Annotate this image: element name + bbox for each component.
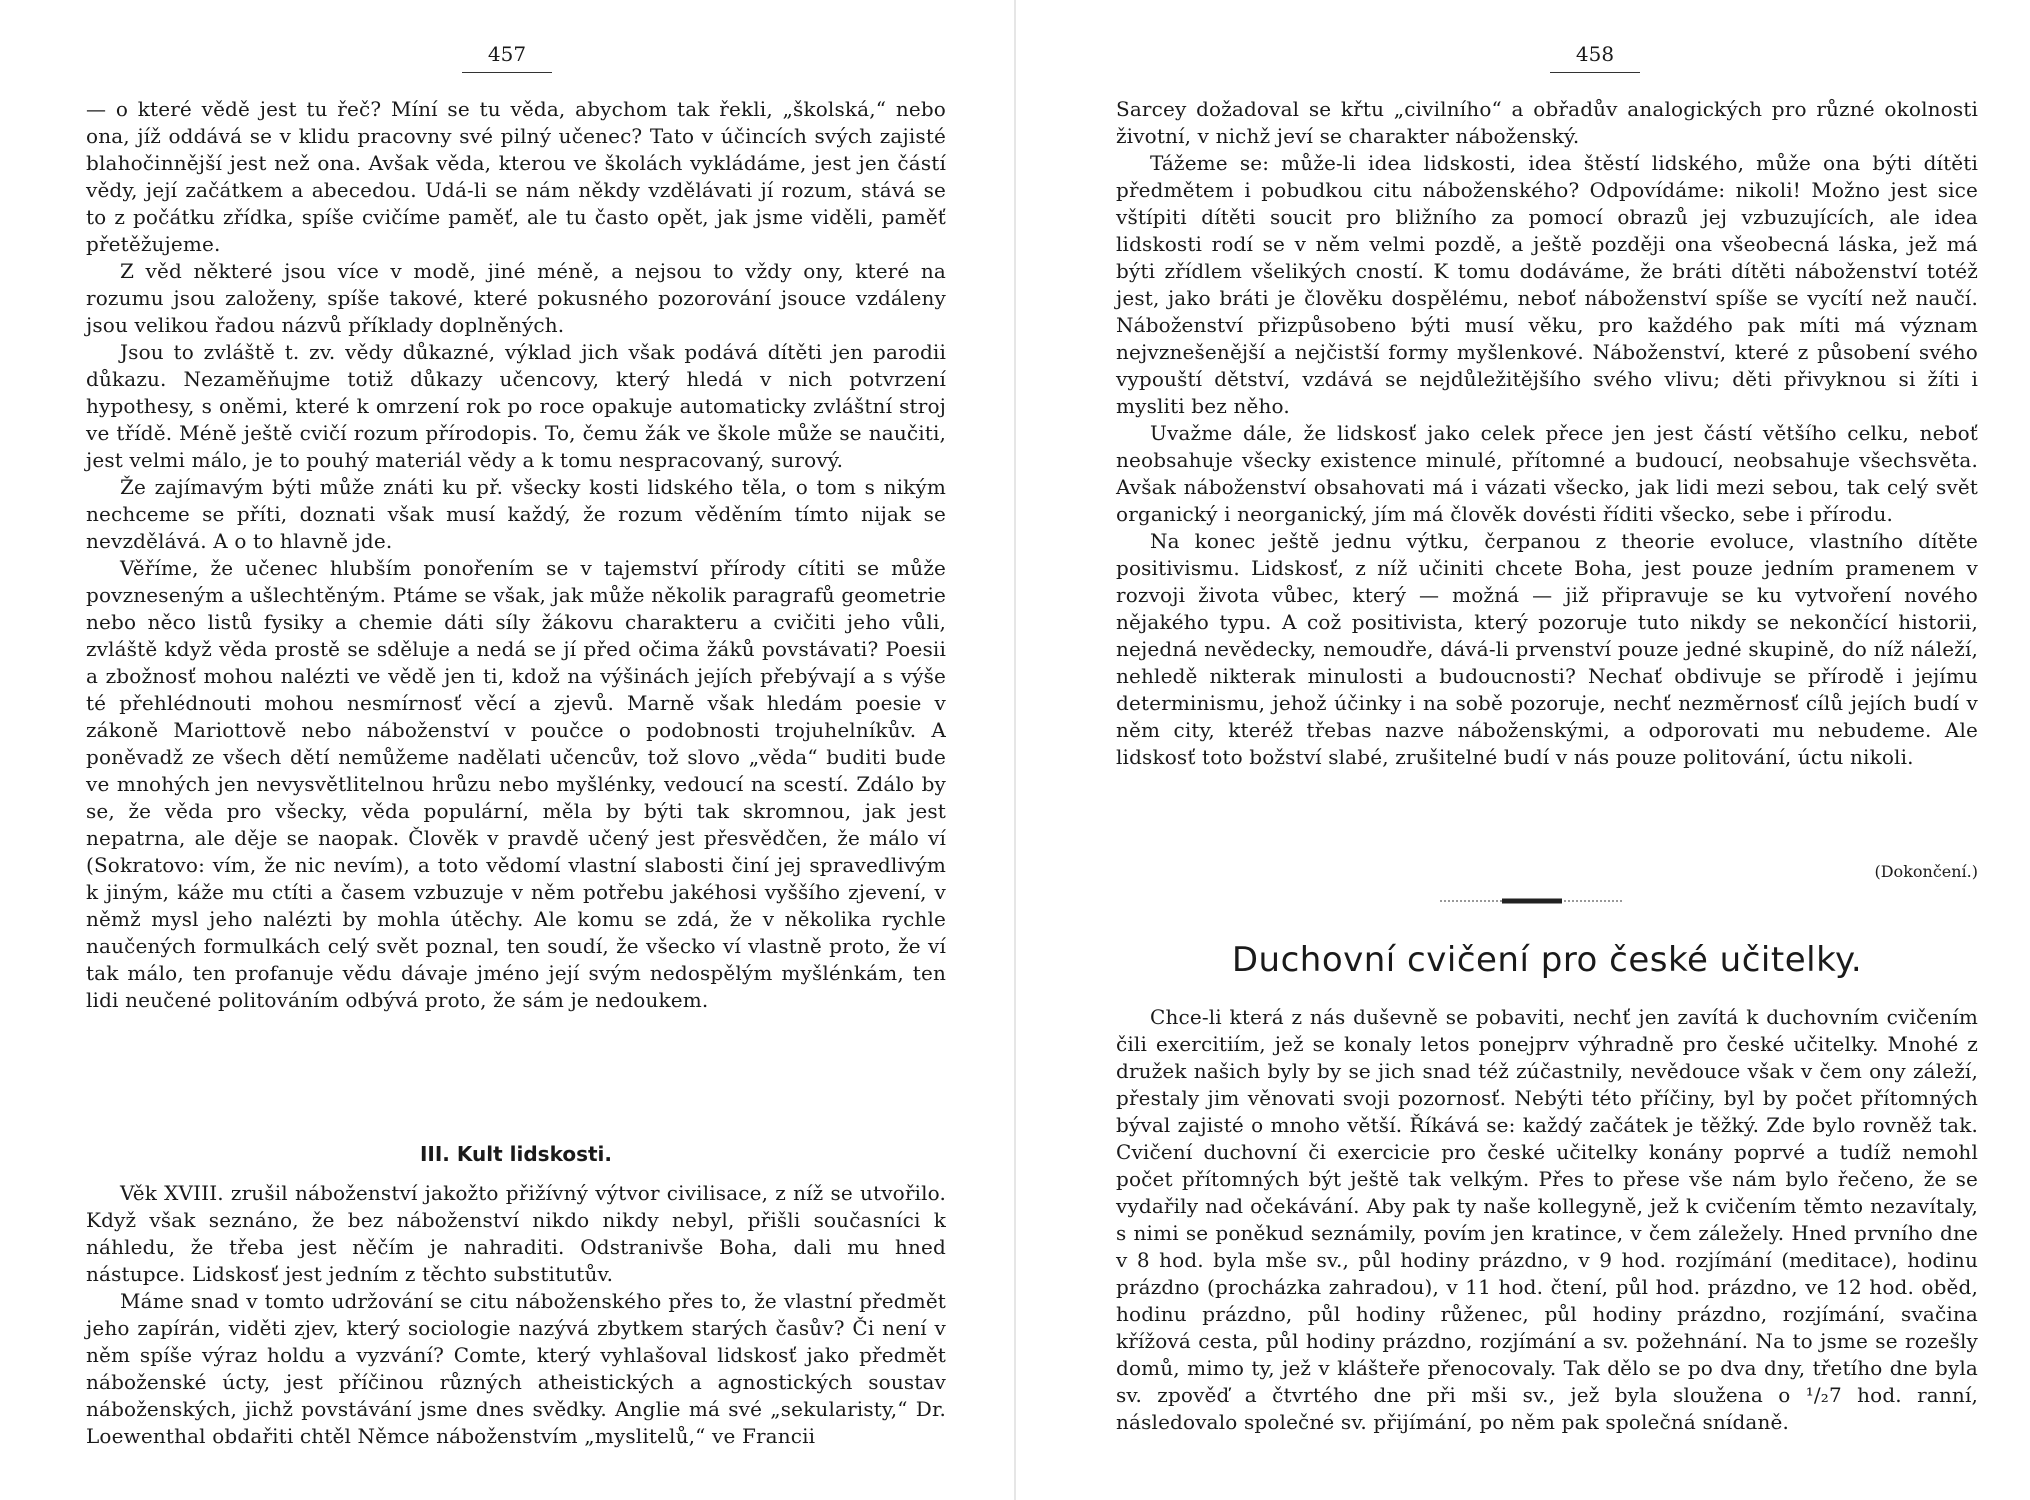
- paragraph: Věk XVIII. zrušil náboženství jakožto přižívný výtvor civilisace, z níž se utvořilo. Když však seznáno, že bez náboženství nikdo nikdy nebyl, přišli současníci k náhledu, že třeba jest něčím je nahraditi. Odstranivše Boha, dali mu hned nástupce. Lidskosť jest jedním z těchto substitutův.: [86, 1181, 946, 1286]
- section-text: [86, 1180, 946, 1450]
- body-text: [1116, 96, 1978, 771]
- paragraph: Jsou to zvláště t. zv. vědy důkazné, výklad jich však podává dítěti jen parodii důkazu. Nezaměňujme totiž důkazy učencovy, který hledá v nich potvrzení hypothesy, s oněmi, které k omrzení rok po roce opakuje automaticky zvláštní stroj ve třídě. Méně ještě cvičí rozum přírodopis. To, čemu žák ve škole může se naučiti, jest velmi málo, je to pouhý materiál vědy a k tomu nespracovaný, surový.: [86, 340, 946, 472]
- article-text: [1116, 1004, 1978, 1436]
- paragraph: Tážeme se: může-li idea lidskosti, idea štěstí lidského, může ona býti dítěti předmětem i pobudkou citu náboženského? Odpovídáme: nikoli! Možno jest sice vštípiti dítěti soucit pro bližního za pomocí obrazů jej vzbuzujících, ale idea lidskosti rodí se v něm velmi pozdě, a ještě později ona všeobecná láska, jež má býti zřídlem všelikých cností. K tomu dodáváme, že bráti dítěti náboženství totéž jest, jako bráti je člověku dospělému, neboť náboženství spíše se vycítí než naučí. Náboženství přizpůsobeno býti musí věku, pro každého pak míti má význam nejvznešenější a nejčistší formy myšlenkové. Náboženství, které z působení svého vypouští dětství, vzdává se nejdůležitějšího svého vlivu; děti přivyknou si žíti i mysliti bez něho.: [1116, 151, 1978, 418]
- ornament-divider: [1440, 896, 1624, 906]
- paragraph: Věříme, že učenec hlubším ponořením se v tajemství přírody cítiti se může povzneseným a ušlechtěným. Ptáme se však, jak může několik paragrafů geometrie nebo něco listů fysiky a chemie dáti síly žákovu charakteru a cvičiti jeho vůli, zvláště když věda prostě se sděluje a nedá se jí před očima žáků povstávati? Poesii a zbožnosť mohou nalézti ve vědě jen ti, kdož na výšinách jejích přebývají a s výše té přehlédnouti mohou nesmírnosť věcí a zjevů. Marně však hledám poesie v zákoně Mariottově nebo náboženství v poučce o podobnosti trojuhelníkův. A poněvadž ze všech dětí nemůžeme nadělati učencův, tož slovo „věda“ buditi bude ve mnohých jen nevysvětlitelnou hrůzu nebo myšlénky, vedoucí na scestí. Zdálo by se, že věda pro všecky, věda populární, měla by býti tak skromnou, jak jest nepatrna, ale děje se naopak. Člověk v pravdě učený jest přesvědčen, že málo ví (Sokratovo: vím, že nic nevím), a toto vědomí vlastní slabosti činí jej spravedlivým k jiným, káže mu ctíti a časem vzbuzuje v něm potřebu jakéhosi vyššího zjevení, v němž mysl jeho nalézti by mohla útěchy. Ale komu se zdá, že v několika rychle naučených formulkách celý svět poznal, ten soudí, že všecko ví vlastně proto, že ví tak málo, ten profanuje vědu dávaje jméno její svým nedospělým myšlénkám, ten lidi neučené politováním odbývá proto, že sám je nedoukem.: [86, 556, 946, 1012]
- body-text: [86, 96, 946, 1014]
- page-number: 457: [462, 42, 552, 73]
- closing-mark: (Dokončení.): [1874, 862, 1978, 881]
- section-heading: III. Kult lidskosti.: [419, 1142, 612, 1166]
- paragraph: Uvažme dále, že lidskosť jako celek přece jen jest částí většího celku, neboť neobsahuje všecky existence minulé, přítomné a budoucí, neobsahuje všechsvěta. Avšak náboženství obsahovati má i vázati všecko, jak lidi mezi sebou, tak celý svět organický i neorganický, jím má člověk dovésti říditi všecko, sebe i přírodu.: [1116, 421, 1978, 526]
- paragraph: Že zajímavým býti může znáti ku př. všecky kosti lidského těla, o tom s nikým nechceme se příti, doznati však musí každý, že rozum věděním tímto nijak se nevzdělává. A o to hlavně jde.: [86, 475, 946, 553]
- page-number: 458: [1550, 42, 1640, 73]
- paragraph: — o které vědě jest tu řeč? Míní se tu věda, abychom tak řekli, „školská,“ nebo ona, jíž oddává se v klidu pracovny své pilný učenec? Tato v účincích svých zajisté blahočinnější jest než ona. Avšak věda, kterou ve školách vykládáme, jest jen částí vědy, její začátkem a abecedou. Udá-li se nám někdy vzdělávati jí rozum, stává se to z počátku zřídka, spíše cvičíme paměť, ale tu často opět, jak jsme viděli, paměť přetěžujeme.: [86, 97, 946, 256]
- article-title: Duchovní cvičení pro české učitelky.: [1231, 940, 1863, 980]
- paragraph: Chce-li která z nás duševně se pobaviti, nechť jen zavítá k duchovním cvičením čili exercitiím, jež se konaly letos ponejprv výhradně pro české učitelky. Mnohé z družek našich byly by se jich snad též zúčastnily, nevědouce však v čem ony záleží, přestaly jim věnovati svoji pozornosť. Nebýti této příčiny, byl by počet přítomných býval zajisté o mnoho větší. Říkává se: každý začátek je těžký. Zde bylo rovněž tak. Cvičení duchovní či exercicie pro české učitelky konány poprvé a tudíž nemohl počet přítomných být ještě tak velkým. Přes to přese vše nám bylo řečeno, že se vydařily nad očekávání. Aby pak ty naše kollegyně, jež k cvičením těmto nezavítaly, s nimi se poněkud seznámily, povím jen kratince, v čem záležely. Hned prvního dne v 8 hod. byla mše sv., půl hodiny prázdno, v 9 hod. rozjímání (meditace), hodinu prázdno (procházka zahradou), v 11 hod. čtení, půl hod. prázdno, ve 12 hod. oběd, hodinu prázdno, půl hodiny růženec, půl hodiny prázdno, rozjímání, svačina křížová cesta, půl hodiny prázdno, rozjímání a sv. požehnání. Na to jsme se rozešly domů, mimo ty, jež v klášteře přenocovaly. Tak dělo se po dva dny, třetího dne byla sv. zpověď a čtvrtého dne při mši sv., jež byla sloužena o ¹/₂7 hod. ranní, následovalo společné sv. přijímání, po něm pak společná snídaně.: [1116, 1005, 1978, 1434]
- gutter: [1014, 0, 1016, 1500]
- paragraph: Na konec ještě jednu výtku, čerpanou z theorie evoluce, vlastního dítěte positivismu. Lidskosť, z níž učiniti chcete Boha, jest pouze jedním pramenem v rozvoji života vůbec, který — možná — již připravuje se ku vytvoření nového nějakého typu. A což positivista, který pozoruje tuto nikdy se nekončící historii, nejedná nevědecky, nemoudře, dává-li prvenství pouze jedné skupině, do níž náleží, nehledě nikterak minulosti a budoucnosti? Nechať obdivuje se přírodě i jejímu determinismu, jehož účinky i na sobě pozoruje, nechť nezměrnosť cílů jejích budí v něm city, kteréž třebas nazve náboženskými, a odporovati mu nebudeme. Ale lidskosť toto božství slabé, zrušitelné budí v nás pouze politování, úctu nikoli.: [1116, 529, 1978, 769]
- paragraph: Máme snad v tomto udržování se citu náboženského přes to, že vlastní předmět jeho zapírán, viděti zjev, který sociologie nazývá zbytkem starých časův? Či není v něm spíše výraz holdu a vyzvání? Comte, který vyhlašoval lidskosť jako předmět náboženské úcty, jest příčinou různých atheistických a agnostických soustav náboženských, jichž povstávání jsme dnes svědky. Anglie má své „sekularisty,“ Dr. Loewenthal obdařiti chtěl Němce náboženstvím „myslitelů,“ ve Francii: [86, 1289, 946, 1448]
- paragraph: Z věd některé jsou více v modě, jiné méně, a nejsou to vždy ony, které na rozumu jsou založeny, spíše takové, které pokusného pozorování jsouce vzdáleny jsou velikou řadou názvů příklady doplněných.: [86, 259, 946, 337]
- right-page: [1030, 0, 2030, 1500]
- paragraph: Sarcey dožadoval se křtu „civilního“ a obřadův analogických pro různé okolnosti životní, v nichž jeví se charakter náboženský.: [1116, 97, 1978, 148]
- left-page: [0, 0, 1000, 1500]
